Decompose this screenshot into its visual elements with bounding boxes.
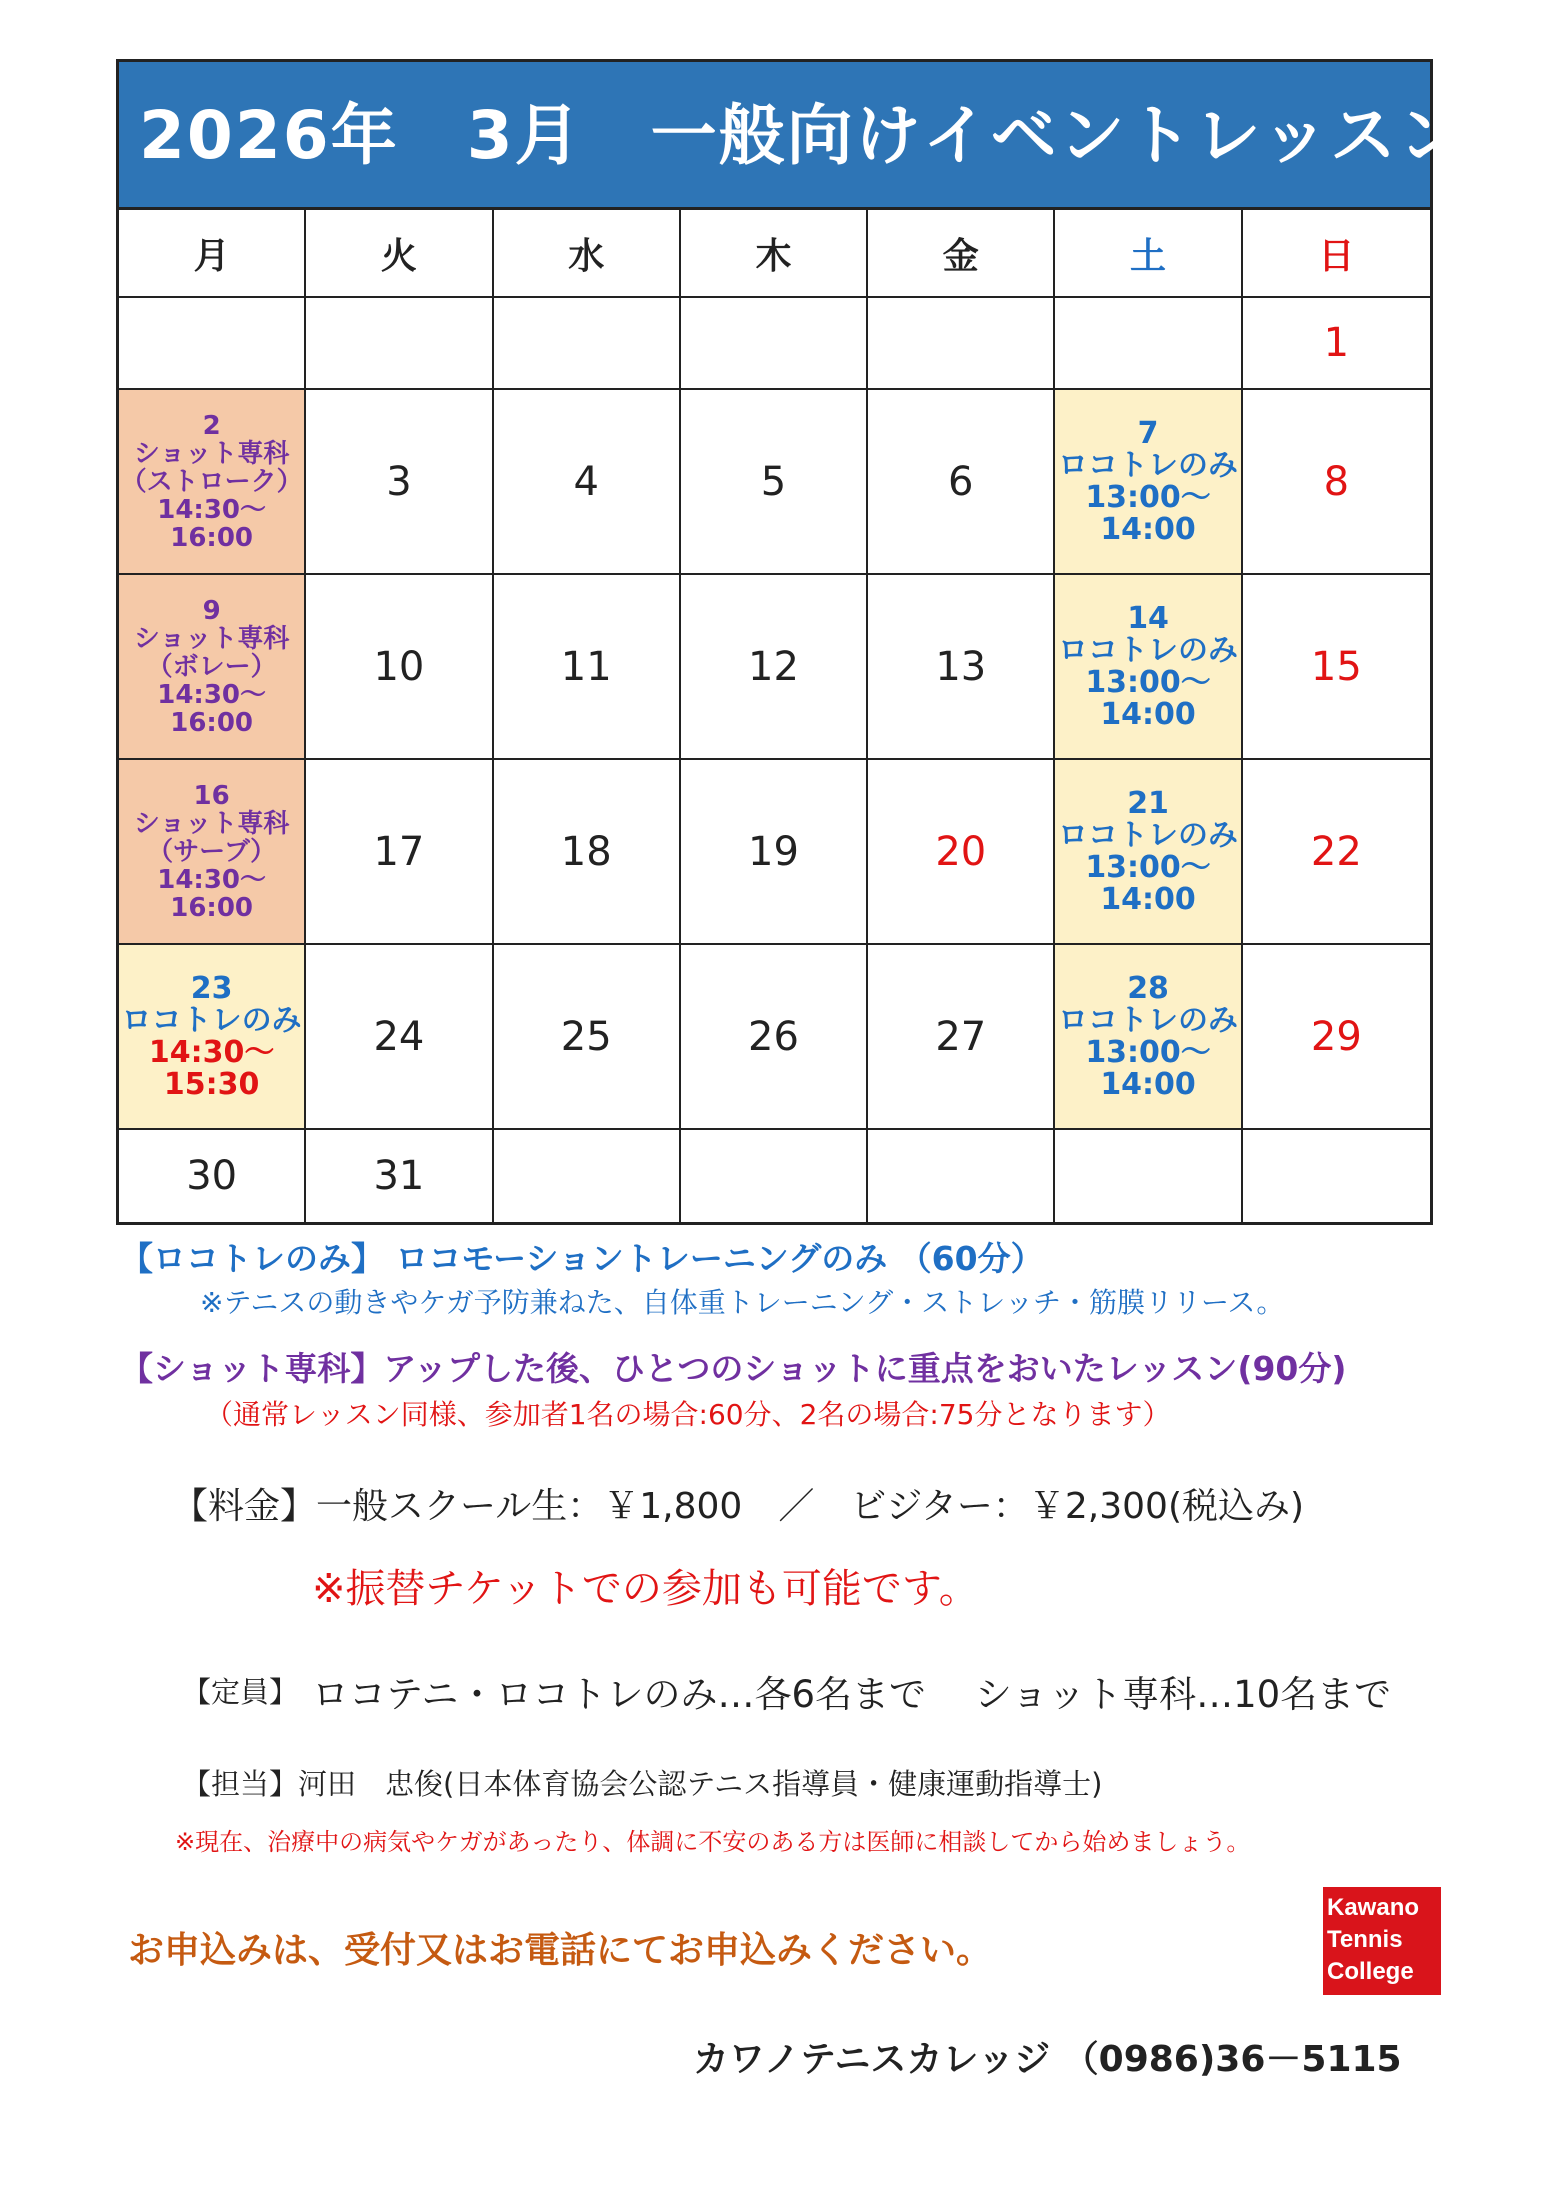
logo-line-college: College	[1327, 1958, 1414, 1985]
event-name: ショット専科	[133, 623, 290, 654]
staff-info: 【担当】河田 忠俊(日本体育協会公認テニス指導員・健康運動指導士)	[182, 1767, 1103, 1801]
event-detail: 15:30	[163, 1066, 260, 1102]
day-number: 31	[373, 1153, 425, 1199]
day-cell	[306, 1130, 493, 1222]
day-cell	[494, 575, 681, 760]
loco-training-cell	[1055, 945, 1242, 1130]
day-number: 20	[935, 828, 987, 875]
day-number: 19	[748, 828, 799, 875]
day-cell	[681, 575, 868, 760]
loco-training-cell	[119, 945, 306, 1130]
event-detail: 13:00～	[1085, 1034, 1211, 1070]
day-cell	[681, 760, 868, 945]
empty-cell	[494, 298, 681, 390]
event-detail: 14:00	[1100, 881, 1196, 917]
event-detail: 14:30～	[148, 1034, 275, 1070]
day-cell	[494, 945, 681, 1130]
event-name: ロコトレのみ	[1058, 1002, 1239, 1038]
event-detail: 13:00～	[1085, 664, 1211, 700]
event-name: ロコトレのみ	[1058, 632, 1239, 668]
day-cell	[681, 390, 868, 575]
event-name: ショット専科	[133, 808, 290, 839]
event-detail: 16:00	[170, 522, 254, 553]
empty-cell	[494, 1130, 681, 1222]
shot-lesson-cell	[119, 760, 306, 945]
day-cell	[1243, 575, 1430, 760]
day-number: 6	[948, 458, 974, 505]
day-number: 29	[1310, 1013, 1362, 1060]
day-cell	[681, 945, 868, 1130]
empty-cell	[1055, 298, 1242, 390]
empty-cell	[1055, 1130, 1242, 1222]
shot-description: （通常レッスン同様、参加者1名の場合:60分、2名の場合:75分となります）	[205, 1398, 1171, 1431]
day-number: 10	[373, 643, 425, 690]
day-number: 16	[193, 780, 230, 811]
day-cell	[1243, 390, 1430, 575]
event-detail: （サーブ）	[147, 836, 277, 867]
event-detail: 14:30～	[157, 494, 267, 525]
ticket-note: ※振替チケットでの参加も可能です。	[312, 1566, 979, 1612]
day-number: 17	[373, 828, 425, 875]
loco-training-cell	[1055, 390, 1242, 575]
shot-lesson-cell	[119, 575, 306, 760]
event-detail: （ストローク）	[120, 466, 303, 497]
event-detail: 13:00～	[1085, 479, 1211, 515]
day-cell	[868, 390, 1055, 575]
day-cell	[1243, 945, 1430, 1130]
day-number: 21	[1127, 785, 1169, 821]
day-number: 11	[560, 643, 612, 690]
weekday-header: 金	[868, 210, 1055, 298]
day-number: 24	[373, 1013, 425, 1060]
event-detail: 14:00	[1100, 511, 1196, 547]
weekday-header: 月	[119, 210, 306, 298]
day-number: 7	[1137, 415, 1159, 451]
day-number: 18	[560, 828, 612, 875]
health-warning: ※現在、治療中の病気やケガがあったり、体調に不安のある方は医師に相談してから始めましょう。	[175, 1828, 1251, 1856]
calendar-grid	[119, 210, 1430, 1222]
empty-cell	[868, 1130, 1055, 1222]
loco-training-cell	[1055, 760, 1242, 945]
event-detail: 14:00	[1100, 696, 1196, 732]
event-name: ロコトレのみ	[1058, 817, 1239, 853]
day-cell	[494, 390, 681, 575]
loco-description: ※テニスの動きやケガ予防兼ねた、自体重トレーニング・ストレッチ・筋膜リリース。	[200, 1286, 1285, 1319]
day-number: 4	[573, 458, 599, 505]
event-detail: 16:00	[170, 892, 254, 923]
weekday-header: 木	[681, 210, 868, 298]
event-detail: 13:00～	[1085, 849, 1211, 885]
day-number: 25	[560, 1013, 612, 1060]
empty-cell	[868, 298, 1055, 390]
weekday-header: 火	[306, 210, 493, 298]
calendar	[116, 59, 1466, 1225]
day-number: 12	[748, 643, 799, 690]
shot-lesson-cell	[119, 390, 306, 575]
weekday-header: 日	[1243, 210, 1430, 298]
day-cell	[494, 760, 681, 945]
day-number: 1	[1323, 320, 1350, 366]
apply-note: お申込みは、受付又はお電話にてお申込みください。	[128, 1930, 993, 1971]
event-name: ロコトレのみ	[121, 1002, 302, 1038]
day-number: 27	[935, 1013, 987, 1060]
event-detail: 14:30～	[157, 679, 267, 710]
empty-cell	[1243, 1130, 1430, 1222]
day-number: 8	[1323, 458, 1350, 505]
day-number: 13	[935, 643, 987, 690]
weekday-header: 土	[1055, 210, 1242, 298]
event-detail: 14:30～	[157, 864, 267, 895]
capacity-label: 【定員】	[182, 1675, 299, 1709]
day-cell	[868, 945, 1055, 1130]
loco-heading: 【ロコトレのみ】 ロコモーショントレーニングのみ （60分）	[120, 1239, 1044, 1278]
shot-heading: 【ショット専科】アップした後、ひとつのショットに重点をおいたレッスン(90分)	[120, 1349, 1347, 1388]
day-number: 23	[190, 970, 233, 1006]
day-number: 15	[1310, 643, 1362, 690]
day-number: 22	[1310, 828, 1362, 875]
day-number: 14	[1127, 600, 1169, 636]
event-detail: （ボレー）	[146, 651, 277, 682]
event-detail: 16:00	[170, 707, 254, 738]
fee-info: 【料金】一般スクール生：￥1,800 ／ ビジター：￥2,300(税込み)	[172, 1486, 1305, 1527]
day-number: 9	[202, 595, 221, 626]
day-cell	[306, 945, 493, 1130]
day-cell	[306, 390, 493, 575]
day-cell	[119, 1130, 306, 1222]
weekday-header: 水	[494, 210, 681, 298]
logo-line-kawano: Kawano	[1327, 1894, 1420, 1921]
day-number: 3	[386, 458, 412, 505]
day-number: 26	[748, 1013, 799, 1060]
day-cell	[868, 760, 1055, 945]
empty-cell	[681, 1130, 868, 1222]
empty-cell	[681, 298, 868, 390]
day-number: 2	[202, 410, 221, 441]
empty-cell	[119, 298, 306, 390]
logo-line-tennis: Tennis	[1327, 1926, 1403, 1953]
empty-cell	[306, 298, 493, 390]
contact-info: カワノテニスカレッジ （0986)36－5115	[693, 2039, 1402, 2080]
day-cell	[868, 575, 1055, 760]
event-name: ロコトレのみ	[1058, 447, 1239, 483]
calendar-title: 2026年 3月 一般向けイベントレッスン	[119, 62, 1430, 210]
event-name: ショット専科	[133, 438, 290, 469]
day-number: 28	[1127, 970, 1169, 1006]
day-number: 5	[760, 458, 787, 505]
capacity-info: ロコテニ・ロコトレのみ…各6名まで ショット専科…10名まで	[312, 1673, 1392, 1716]
day-cell	[306, 760, 493, 945]
day-cell	[306, 575, 493, 760]
day-number: 30	[186, 1153, 238, 1199]
day-cell	[1243, 760, 1430, 945]
event-detail: 14:00	[1100, 1066, 1196, 1102]
day-cell	[1243, 298, 1430, 390]
ktc-logo	[1323, 1887, 1441, 1995]
loco-training-cell	[1055, 575, 1242, 760]
